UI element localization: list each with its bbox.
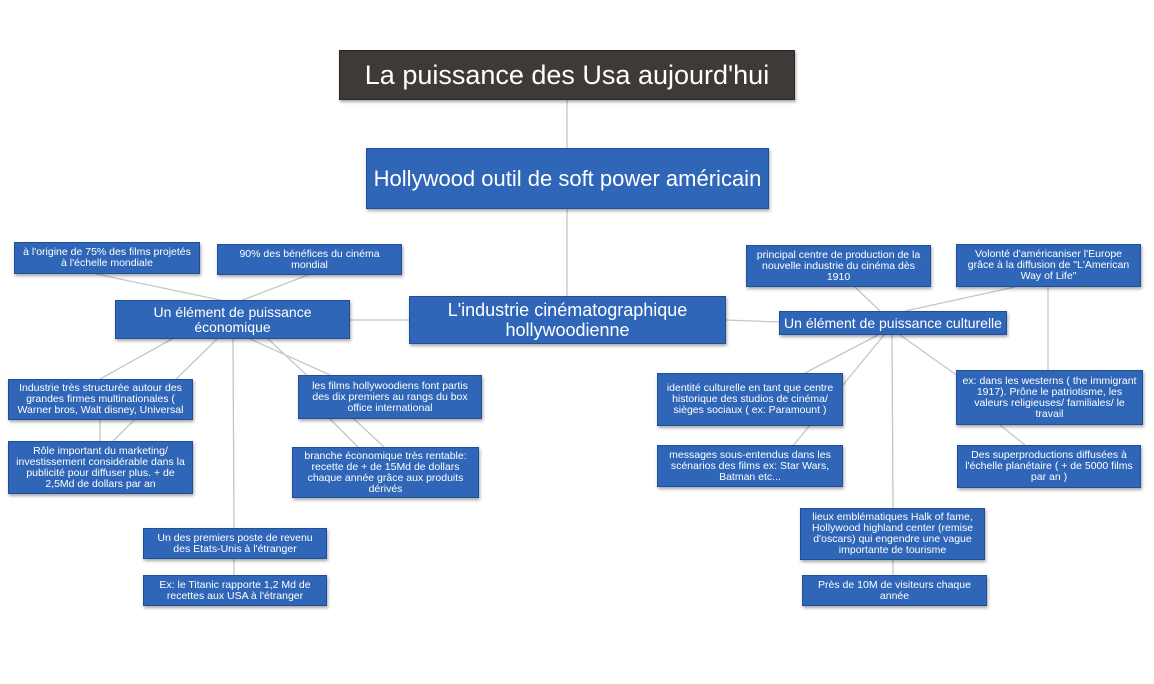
economic-branch-node[interactable]: Un élément de puissance économique <box>115 300 350 339</box>
economic-structured-node[interactable]: Industrie très structurée autour des grandes firmes multinationales ( Warner bros, Walt disney, Universal <box>8 379 193 420</box>
economic-profits-90-node[interactable]: 90% des bénéfices du cinéma mondial <box>217 244 402 275</box>
connector-economic-profits <box>240 275 308 301</box>
cultural-messages-node[interactable]: messages sous-entendus dans les scénarios des films ex: Star Wars, Batman etc... <box>657 445 843 487</box>
connector-economic-structured <box>100 339 172 379</box>
connector-cultural-americanize <box>905 287 1015 311</box>
cultural-production-node[interactable]: principal centre de production de la nouvelle industrie du cinéma dès 1910 <box>746 245 931 287</box>
center-topic-node[interactable]: L'industrie cinématographique hollywoodienne <box>409 296 726 344</box>
cultural-superproductions-node[interactable]: Des superproductions diffusées à l'échelle planétaire ( + de 5000 films par an ) <box>957 445 1141 488</box>
connector-economic-origin <box>96 274 225 301</box>
connector-center-cultural <box>726 320 779 322</box>
economic-titanic-node[interactable]: Ex: le Titanic rapporte 1,2 Md de recettes aux USA à l'étranger <box>143 575 327 606</box>
cultural-americanize-node[interactable]: Volonté d'américaniser l'Europe grâce à la diffusion de "L'American Way of Life" <box>956 244 1141 287</box>
connector-topten-profitable <box>330 419 358 447</box>
cultural-branch-node[interactable]: Un élément de puissance culturelle <box>779 311 1007 335</box>
cultural-visitors-node[interactable]: Près de 10M de visiteurs chaque année <box>802 575 987 606</box>
economic-top-ten-node[interactable]: les films hollywoodiens font partis des dix premiers au rangs du box office international <box>298 375 482 419</box>
cultural-westerns-node[interactable]: ex: dans les westerns ( the immigrant 1917). Prône le patriotisme, les valeurs religieuses/ familiales/ le travail <box>956 370 1143 425</box>
main-topic-node[interactable]: Hollywood outil de soft power américain <box>366 148 769 209</box>
economic-profitable-node[interactable]: branche économique très rentable: recette de + de 15Md de dollars chaque année grâce aux produits dérivés <box>292 447 479 498</box>
economic-marketing-node[interactable]: Rôle important du marketing/ investissement considérable dans la publicité pour diffuser plus. + de 2,5Md de dollars par an <box>8 441 193 494</box>
connector-economic-topten <box>250 339 330 375</box>
cultural-landmarks-node[interactable]: lieux emblématiques Halk of fame, Hollywood highland center (remise d'oscars) qui engendre une vague importante de tourisme <box>800 508 985 560</box>
map-title[interactable]: La puissance des Usa aujourd'hui <box>339 50 795 100</box>
economic-revenue-node[interactable]: Un des premiers poste de revenu des Etats-Unis à l'étranger <box>143 528 327 559</box>
cultural-identity-node[interactable]: identité culturelle en tant que centre historique des studios de cinéma/ sièges sociaux ( ex: Paramount ) <box>657 373 843 426</box>
connector-cultural-landmarks <box>892 335 893 508</box>
connector-cultural-production <box>855 287 880 311</box>
economic-origin-75-node[interactable]: à l'origine de 75% des films projetés à l'échelle mondiale <box>14 242 200 274</box>
connector-cultural-identity <box>805 335 878 373</box>
connector-economic-revenue <box>233 339 234 528</box>
connector-westerns-super <box>1000 425 1025 445</box>
